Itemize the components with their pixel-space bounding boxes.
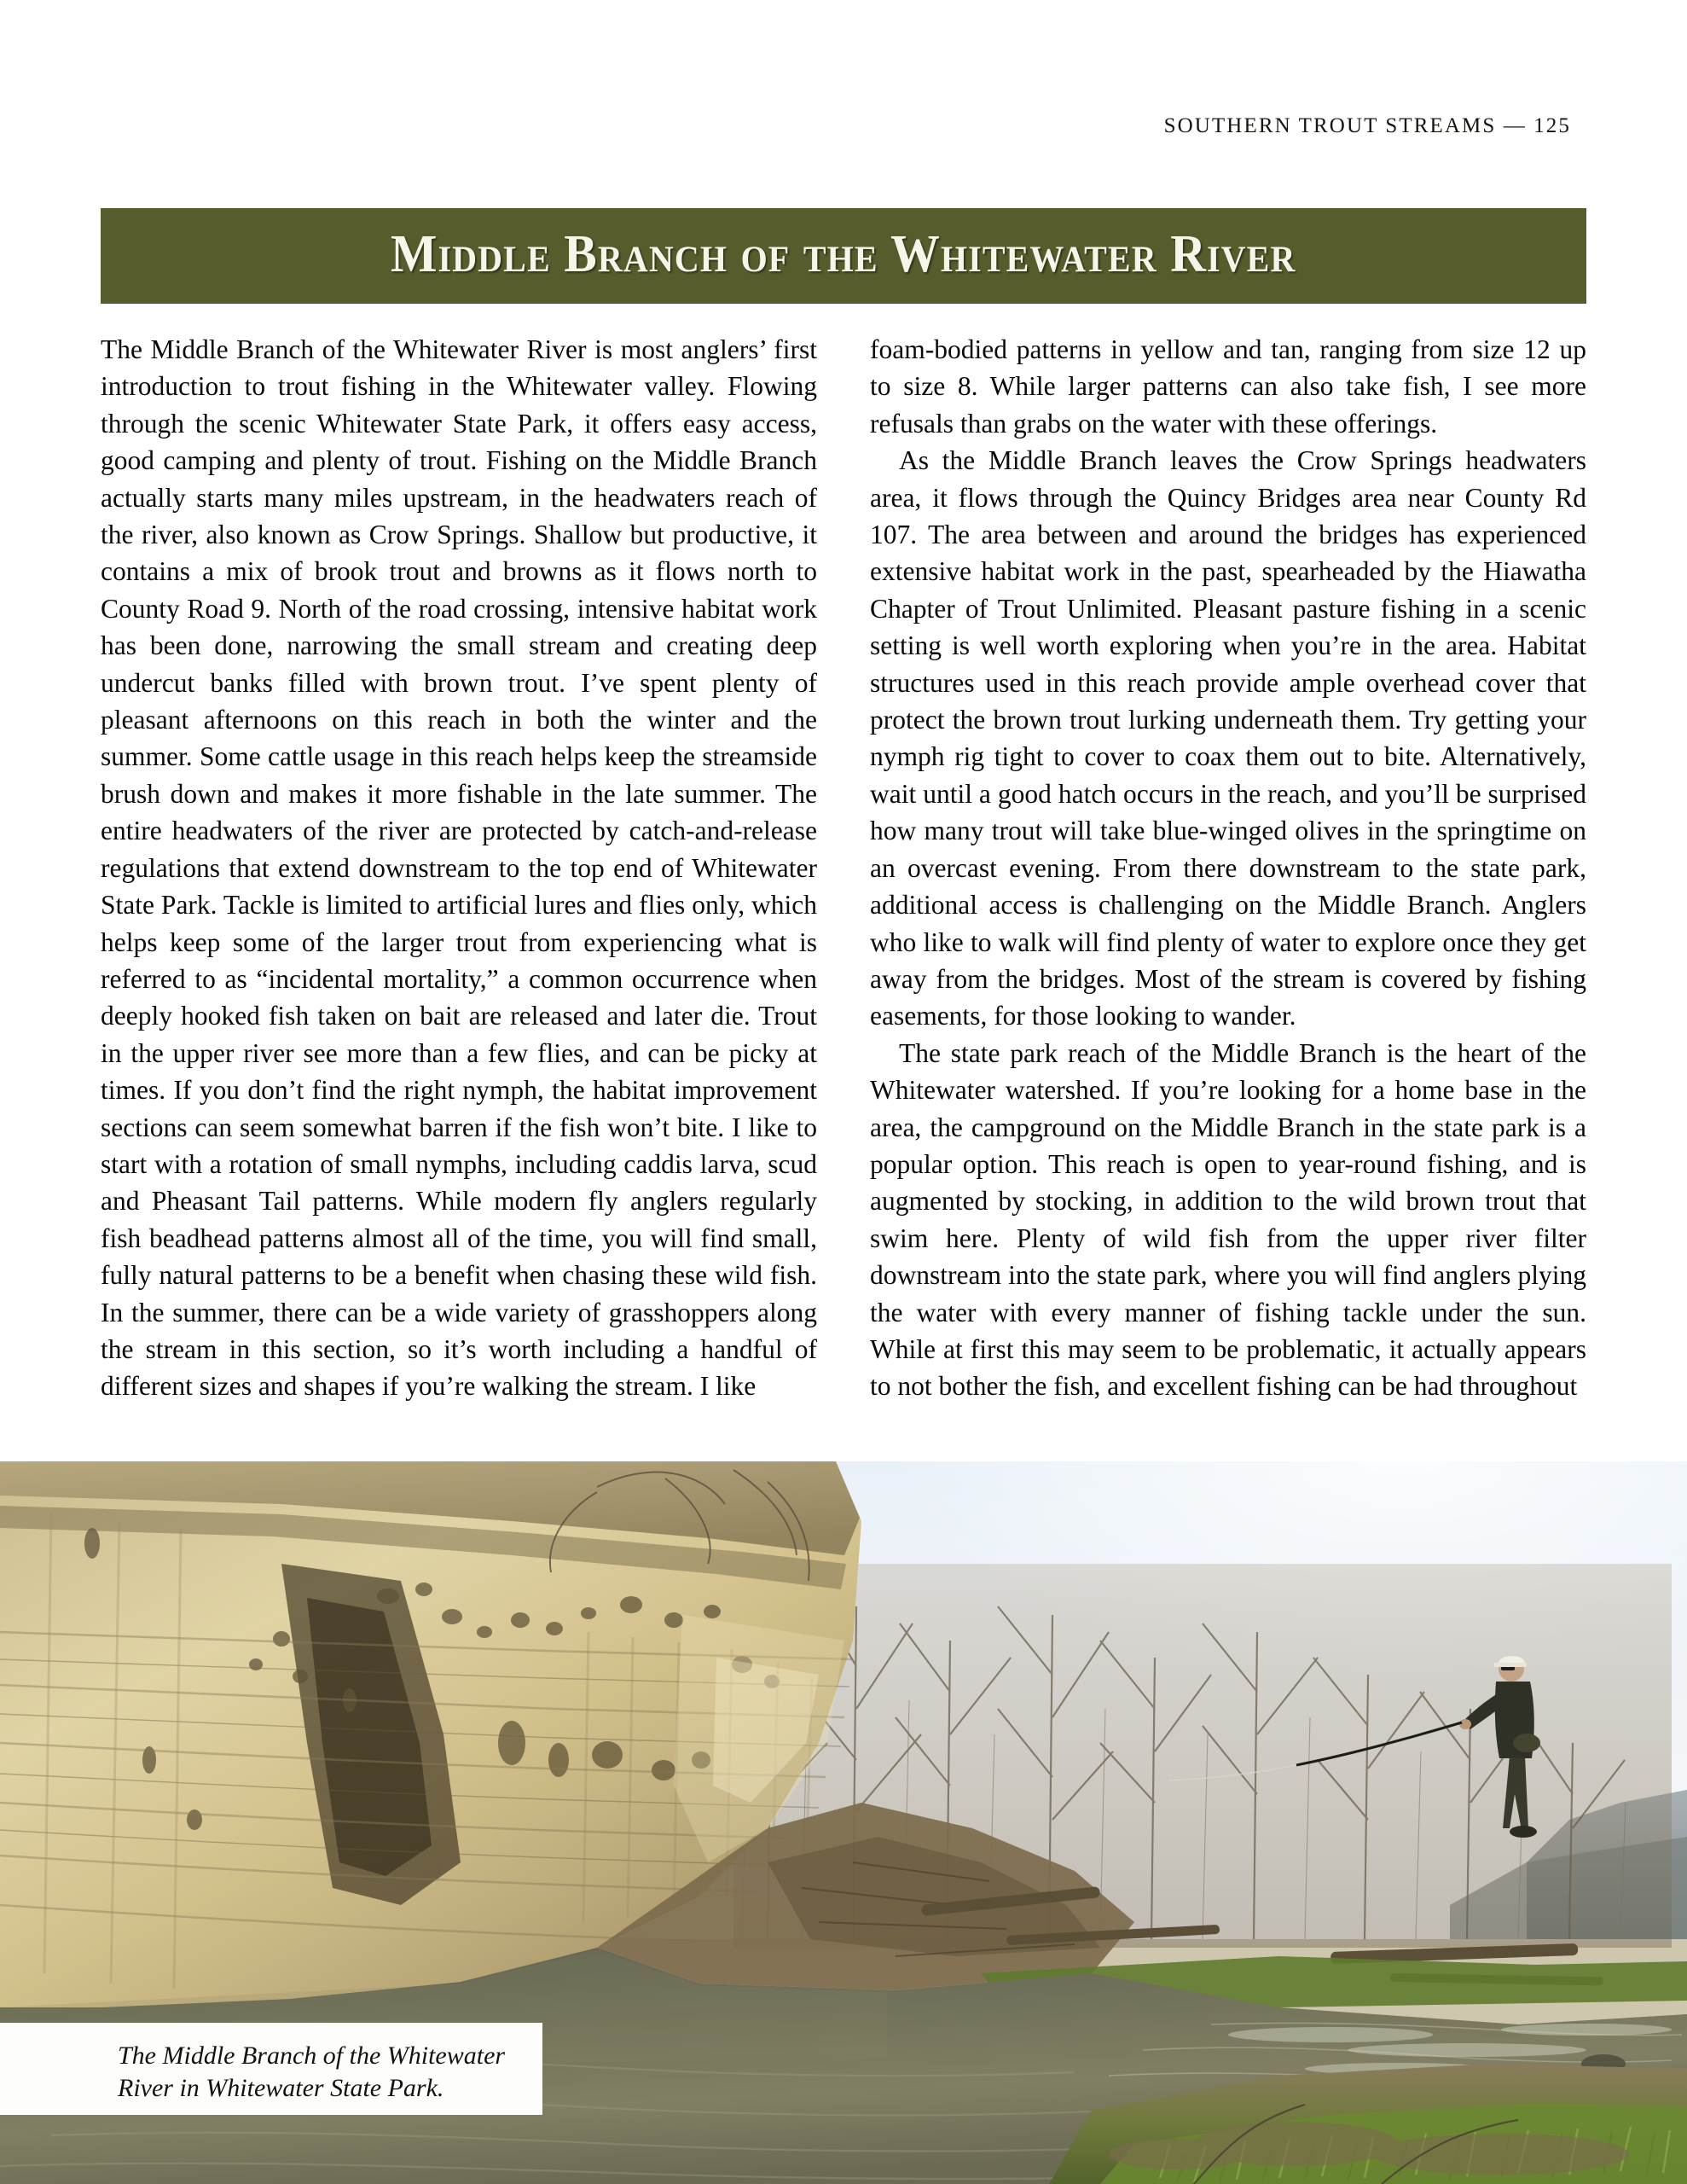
photo-caption-box [0,2023,542,2115]
right-text-column [870,331,1586,1449]
left-text-column [101,331,817,1449]
page-title: Middle Branch of the Whitewater River [391,225,1296,283]
chapter-title-banner [101,208,1586,304]
paragraph: foam-bodied patterns in yellow and tan, ranging from size 12 up to size 8. While larger patterns can also take fish, I see more refusals than grabs on the water with these offerings. [870,334,1586,439]
paragraph: The Middle Branch of the Whitewater River is most anglers’ first introduction to trout fishing in the Whitewater valley. Flowing through the scenic Whitewater State Park, it offers easy access, good camping and plenty of trout. Fishing on the Middle Branch actually starts many miles upstream, in the headwaters reach of the river, also known as Crow Springs. Shallow but productive, it contains a mix of brook trout and browns as it flows north to County Road 9. North of the road crossing, intensive habitat work has been done, narrowing the small stream and creating deep undercut banks filled with brown trout. I’ve spent plenty of pleasant afternoons on this reach in both the winter and the summer. Some cattle usage in this reach helps keep the streamside brush down and makes it more fishable in the late summer. The entire headwaters of the river are protected by catch-and-release regulations that extend downstream to the top end of Whitewater State Park. Tackle is limited to artificial lures and flies only, which helps keep some of the larger trout from experiencing what is referred to as “incidental mortality,” a common occurrence when deeply hooked fish taken on bait are released and later die. Trout in the upper river see more than a few flies, and can be picky at times. If you don’t find the right nymph, the habitat improvement sections can seem somewhat barren if the fish won’t bite. I like to start with a rotation of small nymphs, including caddis larva, scud and Pheasant Tail patterns. While modern fly anglers regularly fish beadhead patterns almost all of the time, you will find small, fully natural patterns to be a benefit when chasing these wild fish. In the summer, there can be a wide variety of grasshoppers along the stream in this section, so it’s worth including a handful of different sizes and shapes if you’re walking the stream. I like [101,334,817,1402]
photo-caption: The Middle Branch of the Whitewater River in Whitewater State Park. [118,2042,506,2102]
paragraph: As the Middle Branch leaves the Crow Springs headwaters area, it flows through the Quincy Bridges area near County Rd 107. The area between and around the bridges has experienced extensive habitat work in the past, spearheaded by the Hiawatha Chapter of Trout Unlimited. Pleasant pasture fishing in a scenic setting is well worth exploring when you’re in the area. Habitat structures used in this reach provide ample overhead cover that protect the brown trout lurking underneath them. Try getting your nymph rig tight to cover to coax them out to bite. Alternatively, wait until a good hatch occurs in the reach, and you’ll be surprised how many trout will take blue-winged olives in the springtime on an overcast evening. From there downstream to the state park, additional access is challenging on the Middle Branch. Anglers who like to walk will find plenty of water to explore once they get away from the bridges. Most of the stream is covered by fishing easements, for those looking to wander. [870,445,1586,1031]
article-body [101,331,1586,1449]
paragraph: The state park reach of the Middle Branch is the heart of the Whitewater watershed. If you’re looking for a home base in the area, the campground on the Middle Branch in the state park is a popular option. This reach is open to year-round fishing, and is augmented by stocking, in addition to the wild brown trout that swim here. Plenty of wild fish from the upper river filter downstream into the state park, where you will find anglers plying the water with every manner of fishing tackle under the sun. While at first this may seem to be problematic, it actually appears to not bother the fish, and excellent fishing can be had throughout [870,1037,1586,1402]
running-head: SOUTHERN TROUT STREAMS — 125 [1163,114,1571,137]
